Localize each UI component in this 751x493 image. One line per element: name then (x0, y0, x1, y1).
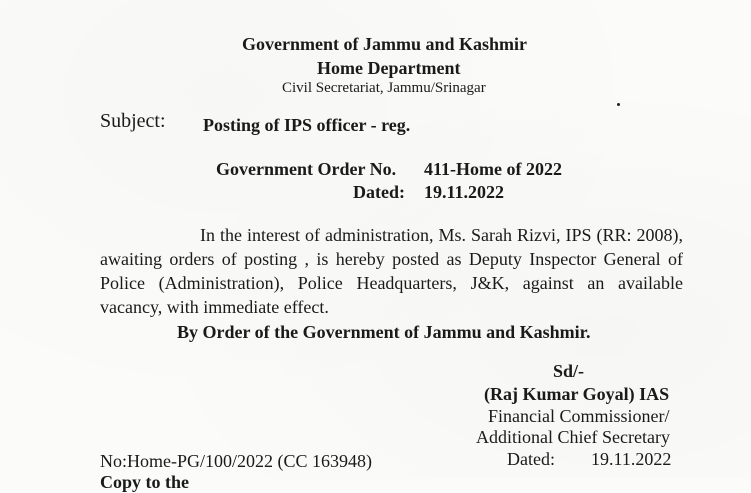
header-department: Home Department (317, 58, 461, 78)
subject-label: Subject: (100, 110, 166, 132)
order-dated-label: Dated: (353, 182, 405, 202)
order-dated-value: 19.11.2022 (424, 182, 505, 202)
government-order-number: 411-Home of 2022 (424, 159, 562, 179)
signatory-designation-2: Additional Chief Secretary (476, 427, 670, 447)
signature-sd: Sd/- (553, 361, 585, 381)
order-body-paragraph: In the interest of administration, Ms. Sarah Rizvi, IPS (RR: 2008), awaiting orders of posting , is hereby posted as Deputy Inspector General of Police (Administration), Police Headquarters, J&K, against an available vacancy, with immediate effect. (100, 225, 683, 317)
header-address: Civil Secretariat, Jammu/Srinagar (282, 80, 486, 96)
by-order-line: By Order of the Government of Jammu and Kashmir. (177, 322, 591, 342)
footer-order-number: No:Home-PG/100/2022 (CC 163948) (100, 451, 372, 471)
scan-speck (617, 103, 620, 106)
signatory-name: (Raj Kumar Goyal) IAS (484, 384, 670, 404)
subject-text: Posting of IPS officer - reg. (203, 115, 411, 135)
signature-dated-value: 19.11.2022 (591, 449, 672, 469)
government-order-label: Government Order No. (216, 159, 397, 179)
header-government: Government of Jammu and Kashmir (242, 34, 527, 54)
copy-to-line: Copy to the (100, 472, 189, 492)
signature-dated-label: Dated: (507, 449, 555, 469)
signatory-designation-1: Financial Commissioner/ (488, 406, 670, 426)
